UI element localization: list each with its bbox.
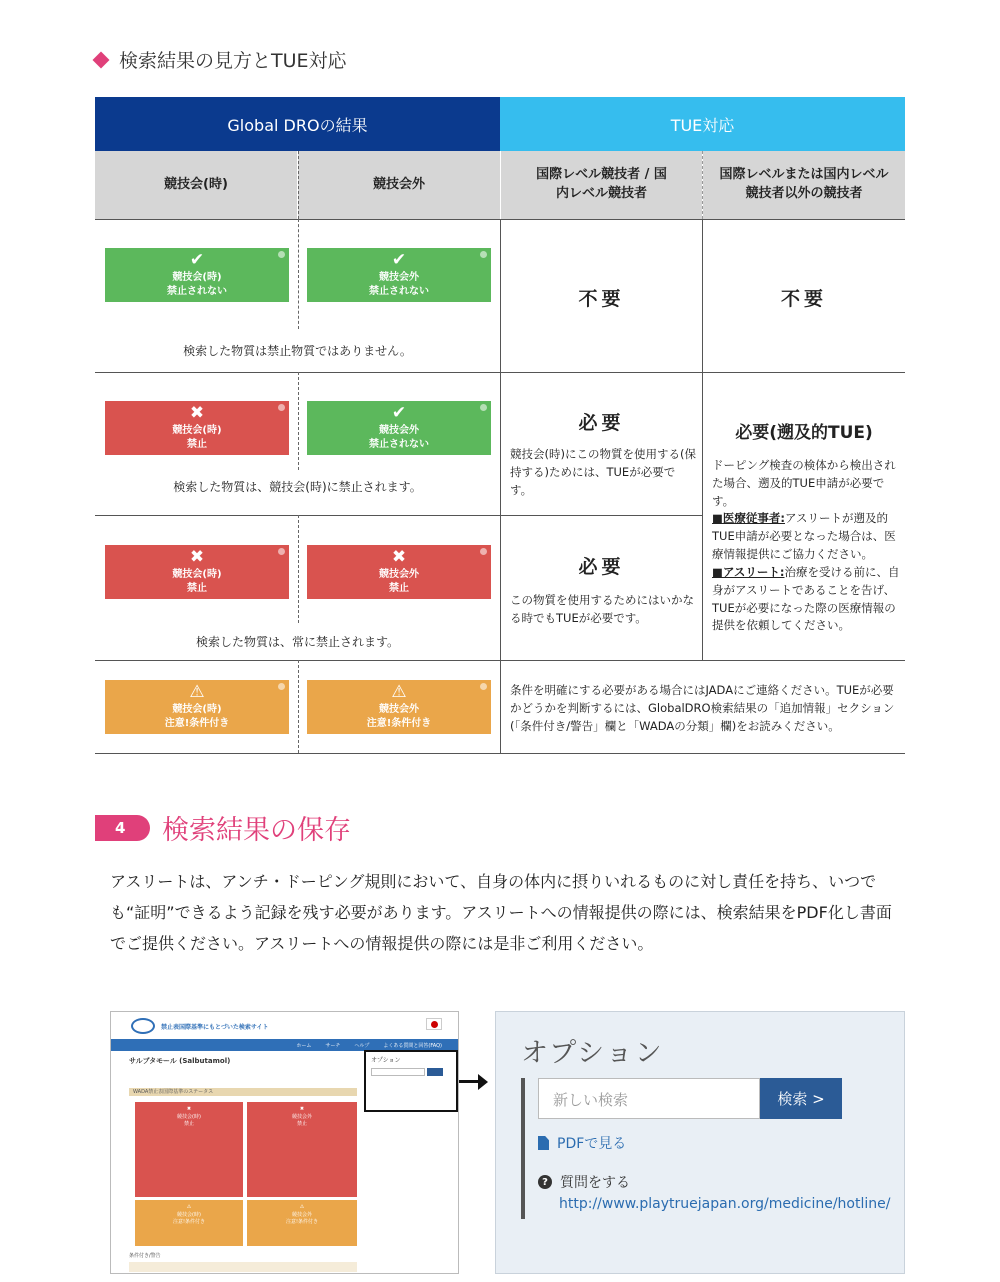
- mini-card-line2: 禁止: [296, 1121, 307, 1127]
- badge-line2: 禁止: [187, 438, 207, 450]
- badge-line1: 競技会(時): [172, 425, 222, 436]
- row1-note: 検索した物質は禁止物質ではありません。: [183, 344, 412, 358]
- badge-line2: 禁止されない: [369, 285, 429, 297]
- help-icon: [480, 683, 487, 690]
- mini-card-conditional: [247, 1200, 357, 1246]
- badge-in-competition-conditional: [105, 680, 289, 734]
- mini-card-line2: 禁止: [183, 1121, 194, 1127]
- col-header-out-of-competition: 競技会外: [298, 151, 500, 219]
- mini-card-prohibited: [247, 1102, 357, 1197]
- mini-card-line2: 注意!条件付き: [285, 1219, 318, 1225]
- japan-flag-icon: [426, 1018, 442, 1030]
- options-title: オプション: [521, 1038, 664, 1069]
- badge-line2: 禁止: [187, 582, 207, 594]
- badge-line2: 禁止: [389, 582, 409, 594]
- retro-text2: アスリートが遡及的TUE申請が必要となった場合は、医療情報提供にご協力ください。: [712, 511, 896, 562]
- row2-tue-intl: 必要: [578, 412, 625, 434]
- badge-line1: 競技会外: [379, 272, 419, 283]
- section4-title: 検索結果の保存: [162, 815, 351, 846]
- warning-icon: ⚠: [391, 682, 407, 702]
- badge-out-competition-prohibited: [307, 545, 491, 599]
- badge-out-competition-not-prohibited: [307, 401, 491, 455]
- row3-tue-text: この物質を使用するためにはいかなる時でもTUEが必要です。: [510, 593, 694, 625]
- options-left-bar: [521, 1078, 525, 1219]
- warning-icon: ⚠: [186, 1204, 192, 1210]
- help-icon: [278, 404, 285, 411]
- badge-line1: 競技会(時): [172, 704, 222, 715]
- section-number-tab: 4: [95, 815, 150, 841]
- badge-line2: 禁止されない: [167, 285, 227, 297]
- help-icon: [480, 548, 487, 555]
- badge-line1: 競技会(時): [172, 272, 222, 283]
- retro-text3: 治療を受ける前に、自身がアスリートであることを告げ、TUEが必要になった際の医療情報の提供を依頼してください。: [712, 564, 900, 633]
- badge-line1: 競技会外: [379, 425, 419, 436]
- nav-search[interactable]: サーチ: [325, 1042, 341, 1049]
- warning-icon: ⚠: [299, 1204, 305, 1210]
- section4-paragraph: アスリートは、アンチ・ドーピング規則において、自身の体内に摂りいれるものに対し責任を持ち、いつでも“証明”できるよう記録を残す必要があります。アスリートへの情報提供の際には、検索結果をPDF化し書面でご提供ください。アスリートへの情報提供の際には是非ご利用ください。: [110, 872, 892, 954]
- badge-in-competition-prohibited: [105, 401, 289, 455]
- check-icon: ✔: [391, 250, 407, 270]
- mini-card-line1: 競技会(時): [177, 1211, 201, 1218]
- badge-line2: 注意!条件付き: [366, 717, 432, 729]
- retro-tue-title: 必要(遡及的TUE): [735, 423, 873, 443]
- diamond-icon: [93, 51, 110, 68]
- x-icon: ✖: [189, 403, 205, 423]
- badge-line1: 競技会外: [379, 569, 419, 580]
- x-icon: ✖: [189, 547, 205, 567]
- mini-options-label: オプション: [371, 1057, 401, 1064]
- question-item: [538, 1172, 630, 1192]
- col-header-in-competition: 競技会(時): [95, 151, 297, 219]
- row3-tue-intl: 必要: [578, 556, 625, 578]
- row4-text: 条件を明確にする必要がある場合にはJADAにご連絡ください。TUEが必要かどうかを判断するには、GlobalDRO検索結果の「追加情報」セクション(「条件付き/警告」欄と「WADAの分類」欄)をお読みください。: [510, 683, 895, 733]
- badge-out-competition-not-prohibited: [307, 248, 491, 302]
- mini-card-line1: 競技会外: [291, 1113, 312, 1120]
- search-input[interactable]: 新しい検索: [538, 1078, 760, 1119]
- row-divider: [95, 515, 702, 516]
- question-icon: ?: [538, 1175, 552, 1189]
- col-dashed-divider: [298, 515, 299, 623]
- check-icon: ✔: [391, 403, 407, 423]
- check-icon: ✔: [189, 250, 205, 270]
- row1-tue-other: 不要: [780, 288, 827, 310]
- options-highlight: [364, 1050, 458, 1112]
- nav-faq[interactable]: よくある質問と回答(FAQ): [383, 1042, 442, 1049]
- col-dashed-divider: [298, 660, 299, 753]
- hotline-url-link[interactable]: http://www.playtruejapan.org/medicine/hotline/: [559, 1196, 891, 1212]
- badge-line2: 注意!条件付き: [164, 717, 230, 729]
- col-dashed-divider: [298, 372, 299, 470]
- row2-note: 検索した物質は、競技会(時)に禁止されます。: [173, 480, 422, 494]
- retro-label-athlete: ■アスリート:: [712, 564, 785, 579]
- x-icon: ✖: [391, 547, 407, 567]
- file-icon: [538, 1136, 549, 1150]
- header-tue: TUE対応: [500, 97, 905, 151]
- pdf-link[interactable]: [538, 1133, 626, 1153]
- globaldro-screenshot: [110, 1011, 459, 1274]
- mini-card-line1: 競技会(時): [177, 1113, 201, 1120]
- footer-label: 条件付き/警告: [129, 1253, 161, 1259]
- mini-card-line2: 注意!条件付き: [172, 1219, 205, 1225]
- badge-line1: 競技会(時): [172, 569, 222, 580]
- help-icon: [480, 251, 487, 258]
- col-dashed-divider: [702, 151, 703, 219]
- mini-card-line1: 競技会外: [291, 1211, 312, 1218]
- col-header-intl-national: 国際レベル競技者 / 国内レベル競技者: [501, 151, 702, 219]
- badge-out-competition-conditional: [307, 680, 491, 734]
- status-bar: WADA禁止表国際基準のステータス: [129, 1088, 357, 1096]
- badge-in-competition-prohibited: [105, 545, 289, 599]
- badge-in-competition-not-prohibited: [105, 248, 289, 302]
- col-header-other-athletes: 国際レベルまたは国内レベル 競技者以外の競技者: [703, 151, 905, 219]
- row3-note: 検索した物質は、常に禁止されます。: [195, 635, 400, 649]
- section-heading: [95, 46, 347, 73]
- logo-icon: [131, 1018, 155, 1034]
- mini-card-prohibited: [135, 1102, 243, 1197]
- mini-search-button: [427, 1068, 443, 1076]
- row1-tue-intl: 不要: [578, 288, 625, 310]
- help-icon: [278, 683, 285, 690]
- site-title: 禁止表国際基準にもとづいた検索サイト: [161, 1024, 269, 1031]
- col-dashed-divider: [298, 151, 299, 219]
- x-icon: ✖: [299, 1106, 305, 1112]
- mini-card-conditional: [135, 1200, 243, 1246]
- col-dashed-divider: [298, 219, 299, 329]
- warning-strip: [129, 1262, 357, 1272]
- badge-line1: 競技会外: [379, 704, 419, 715]
- question-label: 質問をする: [560, 1175, 630, 1191]
- mini-search-input: [371, 1068, 425, 1076]
- help-icon: [480, 404, 487, 411]
- retro-label-medical: ■医療従事者:: [712, 511, 785, 526]
- retro-tue-text: [712, 457, 900, 635]
- warning-icon: ⚠: [189, 682, 205, 702]
- section-heading-text: 検索結果の見方とTUE対応: [119, 50, 347, 72]
- help-icon: [278, 251, 285, 258]
- pdf-link-label: PDFで見る: [557, 1136, 627, 1152]
- badge-line2: 禁止されない: [369, 438, 429, 450]
- header-global-dro: Global DROの結果: [95, 97, 500, 151]
- x-icon: ✖: [186, 1106, 192, 1112]
- help-icon: [278, 548, 285, 555]
- drug-name: サルブタモール (Salbutamol): [129, 1057, 231, 1065]
- row2-tue-text: 競技会(時)にこの物質を使用する(保持する)ためには、TUEが必要です。: [510, 447, 696, 497]
- nav-help[interactable]: ヘルプ: [354, 1042, 370, 1049]
- arrow-right-icon: [478, 1074, 488, 1090]
- retro-text1: ドーピング検査の検体から検出された場合、遡及的TUE申請が必要です。: [712, 458, 896, 508]
- search-button[interactable]: 検索 >: [760, 1078, 842, 1119]
- nav-home[interactable]: ホーム: [296, 1042, 312, 1049]
